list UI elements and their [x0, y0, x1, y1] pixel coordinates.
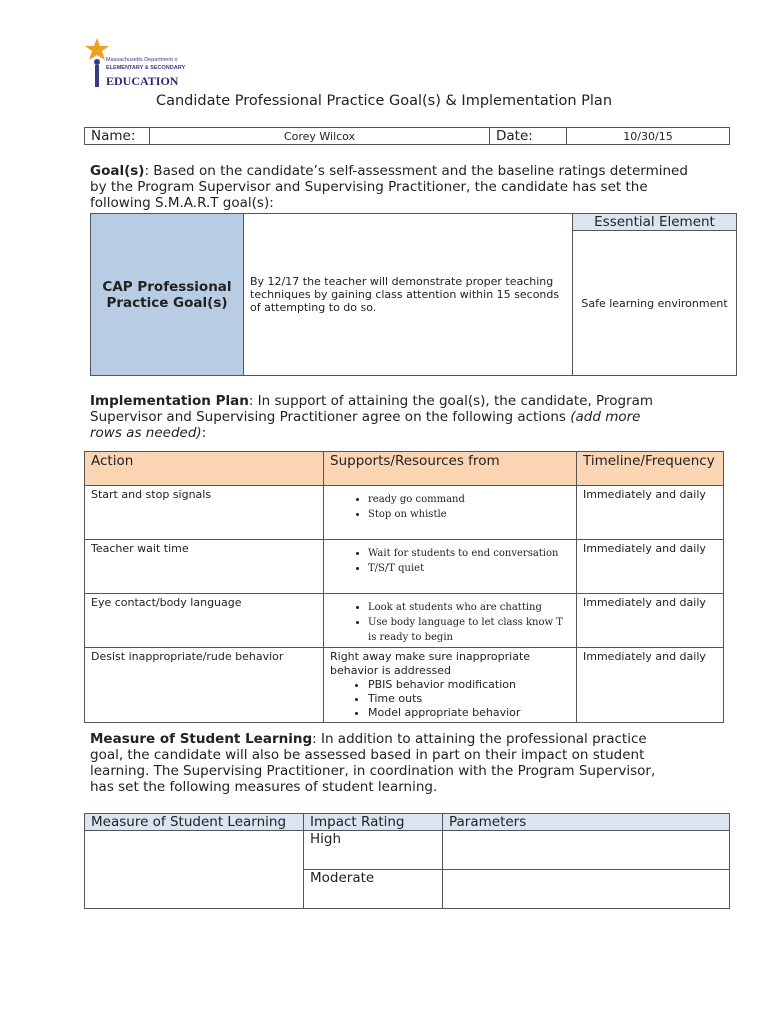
implementation-heading: Implementation Plan: [90, 393, 249, 409]
implementation-intro-text: : In support of attaining the goal(s), the candidate, Program Supervisor and Supervising Practitioner agree on the following actions: [90, 393, 653, 425]
measure-cell: [85, 831, 304, 909]
candidate-info-table: [84, 127, 730, 145]
support-item: • Look at students who are chatting: [368, 600, 570, 615]
goal-text: By 12/17 the teacher will demonstrate proper teaching techniques by gaining class attention within 15 seconds of attempting to do so.: [244, 214, 573, 376]
supports-cell: [324, 594, 577, 648]
goal-label: CAP Professional Practice Goal(s): [91, 214, 244, 376]
implementation-intro-note: (add more rows as needed): [90, 409, 641, 441]
impact-rating-header: Impact Rating: [304, 814, 443, 831]
implementation-intro: [90, 393, 670, 441]
page-title: Candidate Professional Practice Goal(s) & Implementation Plan: [155, 93, 613, 109]
date-value: 10/30/15: [567, 128, 730, 145]
timeline-header: Timeline/Frequency: [577, 452, 724, 486]
support-item: • T/S/T quiet: [368, 561, 570, 576]
timeline-cell: Immediately and daily: [577, 486, 724, 540]
action-cell: Teacher wait time: [85, 540, 324, 594]
goal-table: [90, 213, 737, 376]
parameters-header: Parameters: [443, 814, 730, 831]
parameters-moderate: [443, 870, 730, 909]
rating-moderate: Moderate: [304, 870, 443, 909]
action-cell: Eye contact/body language: [85, 594, 324, 648]
support-item: • Model appropriate behavior: [368, 706, 570, 720]
doe-logo: [84, 38, 194, 93]
implementation-table: [84, 451, 724, 723]
goal-intro: [90, 163, 690, 211]
measure-header: Measure of Student Learning: [85, 814, 304, 831]
supports-cell: [324, 648, 577, 723]
logo-line3: EDUCATION: [106, 74, 179, 88]
supports-cell: [324, 486, 577, 540]
measure-table: [84, 813, 730, 909]
action-header: Action: [85, 452, 324, 486]
supports-lead: Right away make sure inappropriate behavior is addressed: [330, 650, 531, 677]
supports-cell: [324, 540, 577, 594]
parameters-high: [443, 831, 730, 870]
timeline-cell: Immediately and daily: [577, 648, 724, 723]
support-item: • ready go command: [368, 492, 570, 507]
action-cell: Start and stop signals: [85, 486, 324, 540]
implementation-intro-end: :: [201, 425, 207, 441]
name-label: Name:: [85, 128, 150, 145]
table-row: [85, 648, 724, 723]
essential-element-header: Essential Element: [573, 214, 737, 231]
support-item: • Time outs: [368, 692, 570, 706]
measure-intro-text: : In addition to attaining the professional practice goal, the candidate will also be assessed based in part on their impact on student learning. The Supervising Practitioner, in coordination with the Program Supervisor, has set the following measures of student learning.: [90, 731, 656, 795]
table-row: [85, 594, 724, 648]
logo-line2: ELEMENTARY & SECONDARY: [106, 65, 186, 71]
essential-element-value: Safe learning environment: [573, 231, 737, 376]
logo-line1: Massachusetts Department o: [106, 57, 178, 63]
measure-heading: Measure of Student Learning: [90, 731, 313, 747]
goal-intro-heading: Goal(s): [90, 163, 145, 179]
support-item: • Wait for students to end conversation: [368, 546, 570, 561]
table-row: [85, 486, 724, 540]
support-item: • PBIS behavior modification: [368, 678, 570, 692]
goal-intro-text: : Based on the candidate’s self-assessment and the baseline ratings determined by the Program Supervisor and Supervising Practitioner, the candidate has set the following S.M.A.R.T goal(s):: [90, 163, 688, 211]
name-value: Corey Wilcox: [150, 128, 490, 145]
support-item: • Stop on whistle: [368, 507, 570, 522]
supports-header: Supports/Resources from: [324, 452, 577, 486]
support-item: • Use body language to let class know T is ready to begin: [368, 615, 570, 645]
rating-high: High: [304, 831, 443, 870]
table-row: [85, 540, 724, 594]
timeline-cell: Immediately and daily: [577, 540, 724, 594]
date-label: Date:: [490, 128, 567, 145]
action-cell: Desist inappropriate/rude behavior: [85, 648, 324, 723]
timeline-cell: Immediately and daily: [577, 594, 724, 648]
measure-intro: [90, 731, 680, 795]
